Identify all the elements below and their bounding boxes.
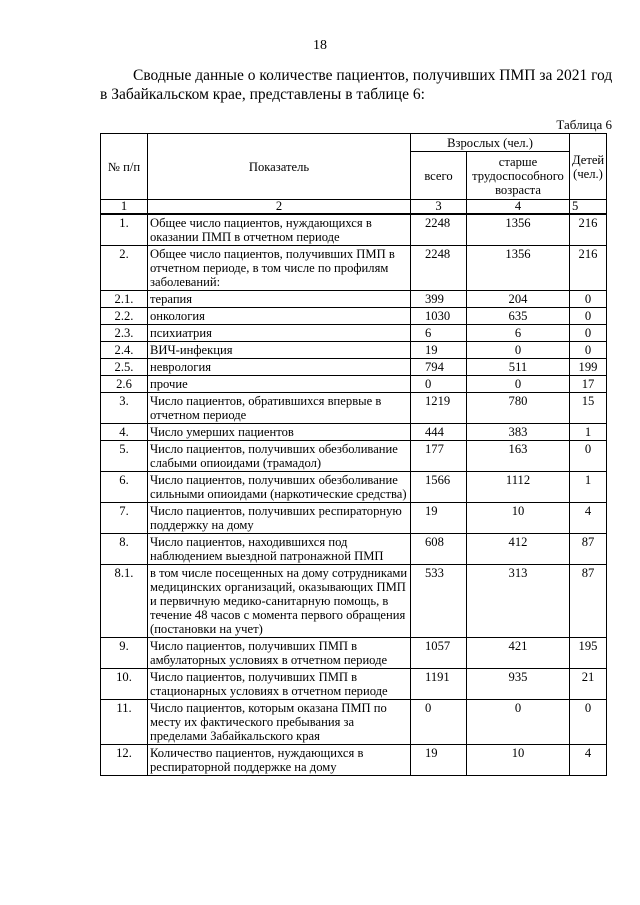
value-children: 216 bbox=[570, 214, 607, 246]
value-older: 1356 bbox=[467, 214, 570, 246]
value-total: 0 bbox=[411, 376, 467, 393]
value-older: 163 bbox=[467, 441, 570, 472]
row-label: Число пациентов, которым оказана ПМП по месту их фактического пребывания за пределами Забайкальского края bbox=[148, 700, 411, 745]
table-row bbox=[101, 359, 607, 376]
value-total: 0 bbox=[411, 700, 467, 745]
table-row bbox=[101, 534, 607, 565]
row-number: 3. bbox=[101, 393, 148, 424]
row-label: Общее число пациентов, нуждающихся в оказании ПМП в отчетном периоде bbox=[148, 214, 411, 246]
col-number: 3 bbox=[411, 200, 467, 215]
row-label: Число пациентов, получивших обезболивание сильными опиоидами (наркотические средства) bbox=[148, 472, 411, 503]
row-number: 1. bbox=[101, 214, 148, 246]
col-number: 5 bbox=[570, 200, 607, 215]
table-row bbox=[101, 214, 607, 246]
value-older: 421 bbox=[467, 638, 570, 669]
row-number: 2.4. bbox=[101, 342, 148, 359]
row-label: Количество пациентов, нуждающихся в респираторной поддержке на дому bbox=[148, 745, 411, 776]
value-older: 313 bbox=[467, 565, 570, 638]
header-older: старше трудоспособного возраста bbox=[467, 152, 570, 200]
value-children: 0 bbox=[570, 291, 607, 308]
row-label: Число пациентов, получивших ПМП в стационарных условиях в отчетном периоде bbox=[148, 669, 411, 700]
table-row bbox=[101, 342, 607, 359]
value-children: 199 bbox=[570, 359, 607, 376]
value-total: 19 bbox=[411, 503, 467, 534]
value-total: 1219 bbox=[411, 393, 467, 424]
value-older: 635 bbox=[467, 308, 570, 325]
value-older: 10 bbox=[467, 745, 570, 776]
value-total: 533 bbox=[411, 565, 467, 638]
intro-line-1: Сводные данные о количестве пациентов, получивших ПМП за 2021 год bbox=[133, 67, 613, 84]
value-older: 1356 bbox=[467, 246, 570, 291]
table-row bbox=[101, 745, 607, 776]
row-number: 7. bbox=[101, 503, 148, 534]
value-total: 2248 bbox=[411, 214, 467, 246]
value-older: 0 bbox=[467, 700, 570, 745]
row-label: Число пациентов, обратившихся впервые в отчетном периоде bbox=[148, 393, 411, 424]
row-label: в том числе посещенных на дому сотрудниками медицинских организаций, оказывающих ПМП и первичную медико-санитарную помощь, в течение 48 часов с момента первого обращения (постановки на учет) bbox=[148, 565, 411, 638]
col-number: 2 bbox=[148, 200, 411, 215]
table-caption: Таблица 6 bbox=[556, 117, 612, 132]
row-label: Число пациентов, получивших ПМП в амбулаторных условиях в отчетном периоде bbox=[148, 638, 411, 669]
value-older: 10 bbox=[467, 503, 570, 534]
row-label: неврология bbox=[148, 359, 411, 376]
value-older: 383 bbox=[467, 424, 570, 441]
row-number: 6. bbox=[101, 472, 148, 503]
row-number: 10. bbox=[101, 669, 148, 700]
table-row bbox=[101, 325, 607, 342]
value-older: 935 bbox=[467, 669, 570, 700]
row-number: 2.1. bbox=[101, 291, 148, 308]
table-row bbox=[101, 424, 607, 441]
column-numbers-row bbox=[101, 200, 607, 215]
value-children: 216 bbox=[570, 246, 607, 291]
table-row bbox=[101, 376, 607, 393]
row-number: 2.5. bbox=[101, 359, 148, 376]
row-number: 11. bbox=[101, 700, 148, 745]
patients-table bbox=[100, 133, 607, 776]
value-total: 1030 bbox=[411, 308, 467, 325]
row-label: Число пациентов, находившихся под наблюдением выездной патронажной ПМП bbox=[148, 534, 411, 565]
value-total: 2248 bbox=[411, 246, 467, 291]
value-children: 195 bbox=[570, 638, 607, 669]
value-total: 6 bbox=[411, 325, 467, 342]
value-children: 0 bbox=[570, 342, 607, 359]
table-row bbox=[101, 565, 607, 638]
value-children: 0 bbox=[570, 308, 607, 325]
row-label: ВИЧ-инфекция bbox=[148, 342, 411, 359]
row-number: 12. bbox=[101, 745, 148, 776]
value-total: 444 bbox=[411, 424, 467, 441]
value-children: 0 bbox=[570, 325, 607, 342]
value-children: 1 bbox=[570, 472, 607, 503]
table-row bbox=[101, 441, 607, 472]
table-row bbox=[101, 393, 607, 424]
value-older: 511 bbox=[467, 359, 570, 376]
row-label: прочие bbox=[148, 376, 411, 393]
row-number: 5. bbox=[101, 441, 148, 472]
row-number: 2.3. bbox=[101, 325, 148, 342]
col-number: 4 bbox=[467, 200, 570, 215]
row-number: 2. bbox=[101, 246, 148, 291]
value-children: 15 bbox=[570, 393, 607, 424]
header-adults: Взрослых (чел.) bbox=[411, 134, 570, 152]
value-total: 1191 bbox=[411, 669, 467, 700]
value-older: 780 bbox=[467, 393, 570, 424]
value-older: 412 bbox=[467, 534, 570, 565]
row-number: 4. bbox=[101, 424, 148, 441]
value-children: 1 bbox=[570, 424, 607, 441]
value-children: 4 bbox=[570, 503, 607, 534]
value-children: 0 bbox=[570, 441, 607, 472]
intro-line-2: в Забайкальском крае, представлены в таблице 6: bbox=[100, 86, 425, 103]
row-label: Общее число пациентов, получивших ПМП в отчетном периоде, в том числе по профилям заболеваний: bbox=[148, 246, 411, 291]
row-label: онкология bbox=[148, 308, 411, 325]
table-row bbox=[101, 246, 607, 291]
value-total: 1057 bbox=[411, 638, 467, 669]
row-label: терапия bbox=[148, 291, 411, 308]
header-indicator: Показатель bbox=[148, 134, 411, 200]
table-row bbox=[101, 308, 607, 325]
row-label: Число пациентов, получивших обезболивание слабыми опиоидами (трамадол) bbox=[148, 441, 411, 472]
value-older: 204 bbox=[467, 291, 570, 308]
value-children: 21 bbox=[570, 669, 607, 700]
value-total: 177 bbox=[411, 441, 467, 472]
value-total: 608 bbox=[411, 534, 467, 565]
table-row bbox=[101, 503, 607, 534]
header-total: всего bbox=[411, 152, 467, 200]
header-children: Детей (чел.) bbox=[570, 134, 607, 200]
value-older: 1112 bbox=[467, 472, 570, 503]
row-number: 9. bbox=[101, 638, 148, 669]
table-row bbox=[101, 638, 607, 669]
value-children: 87 bbox=[570, 534, 607, 565]
value-total: 399 bbox=[411, 291, 467, 308]
table-row bbox=[101, 472, 607, 503]
row-number: 8.1. bbox=[101, 565, 148, 638]
row-label: Число пациентов, получивших респираторную поддержку на дому bbox=[148, 503, 411, 534]
value-total: 1566 bbox=[411, 472, 467, 503]
table-row bbox=[101, 669, 607, 700]
value-children: 87 bbox=[570, 565, 607, 638]
row-number: 2.6 bbox=[101, 376, 148, 393]
header-num: № п/п bbox=[101, 134, 148, 200]
value-total: 19 bbox=[411, 745, 467, 776]
value-older: 0 bbox=[467, 342, 570, 359]
value-older: 0 bbox=[467, 376, 570, 393]
value-children: 4 bbox=[570, 745, 607, 776]
col-number: 1 bbox=[101, 200, 148, 215]
value-children: 0 bbox=[570, 700, 607, 745]
row-label: Число умерших пациентов bbox=[148, 424, 411, 441]
row-label: психиатрия bbox=[148, 325, 411, 342]
table-row bbox=[101, 700, 607, 745]
table-row bbox=[101, 291, 607, 308]
value-children: 17 bbox=[570, 376, 607, 393]
row-number: 2.2. bbox=[101, 308, 148, 325]
intro-paragraph bbox=[100, 66, 612, 104]
page-number: 18 bbox=[313, 38, 327, 53]
value-total: 794 bbox=[411, 359, 467, 376]
value-total: 19 bbox=[411, 342, 467, 359]
value-older: 6 bbox=[467, 325, 570, 342]
row-number: 8. bbox=[101, 534, 148, 565]
